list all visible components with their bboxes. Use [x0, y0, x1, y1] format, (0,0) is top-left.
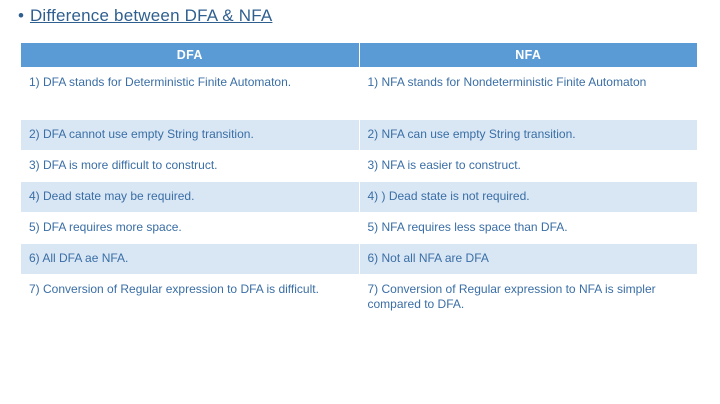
page-title: Difference between DFA & NFA: [29, 6, 273, 25]
cell-dfa-2: 2) DFA cannot use empty String transition.: [21, 120, 360, 151]
table-row: [21, 151, 698, 182]
cell-nfa-2: 2) NFA can use empty String transition.: [359, 120, 698, 151]
table-row: [21, 68, 698, 120]
cell-nfa-6: 6) Not all NFA are DFA: [359, 244, 698, 275]
cell-nfa-3: 3) NFA is easier to construct.: [359, 151, 698, 182]
table-row: [21, 182, 698, 213]
table-body: [21, 68, 698, 327]
comparison-table-wrapper: [20, 42, 698, 327]
table-row: [21, 213, 698, 244]
cell-dfa-6: 6) All DFA ae NFA.: [21, 244, 360, 275]
table-row: [21, 120, 698, 151]
cell-nfa-5: 5) NFA requires less space than DFA.: [359, 213, 698, 244]
bullet-icon: •: [18, 6, 24, 25]
column-header-nfa: NFA: [359, 43, 698, 68]
cell-dfa-7: 7) Conversion of Regular expression to DFA is difficult.: [21, 275, 360, 327]
table-header: [21, 43, 698, 68]
table-header-row: [21, 43, 698, 68]
cell-nfa-1: 1) NFA stands for Nondeterministic Finite Automaton: [359, 68, 698, 120]
cell-dfa-3: 3) DFA is more difficult to construct.: [21, 151, 360, 182]
cell-nfa-4: 4) ) Dead state is not required.: [359, 182, 698, 213]
cell-dfa-1: 1) DFA stands for Deterministic Finite Automaton.: [21, 68, 360, 120]
comparison-table: [20, 42, 698, 327]
table-row: [21, 244, 698, 275]
column-header-dfa: DFA: [21, 43, 360, 68]
cell-dfa-5: 5) DFA requires more space.: [21, 213, 360, 244]
table-row: [21, 275, 698, 327]
cell-dfa-4: 4) Dead state may be required.: [21, 182, 360, 213]
slide-title-row: [0, 0, 720, 26]
cell-nfa-7: 7) Conversion of Regular expression to NFA is simpler compared to DFA.: [359, 275, 698, 327]
